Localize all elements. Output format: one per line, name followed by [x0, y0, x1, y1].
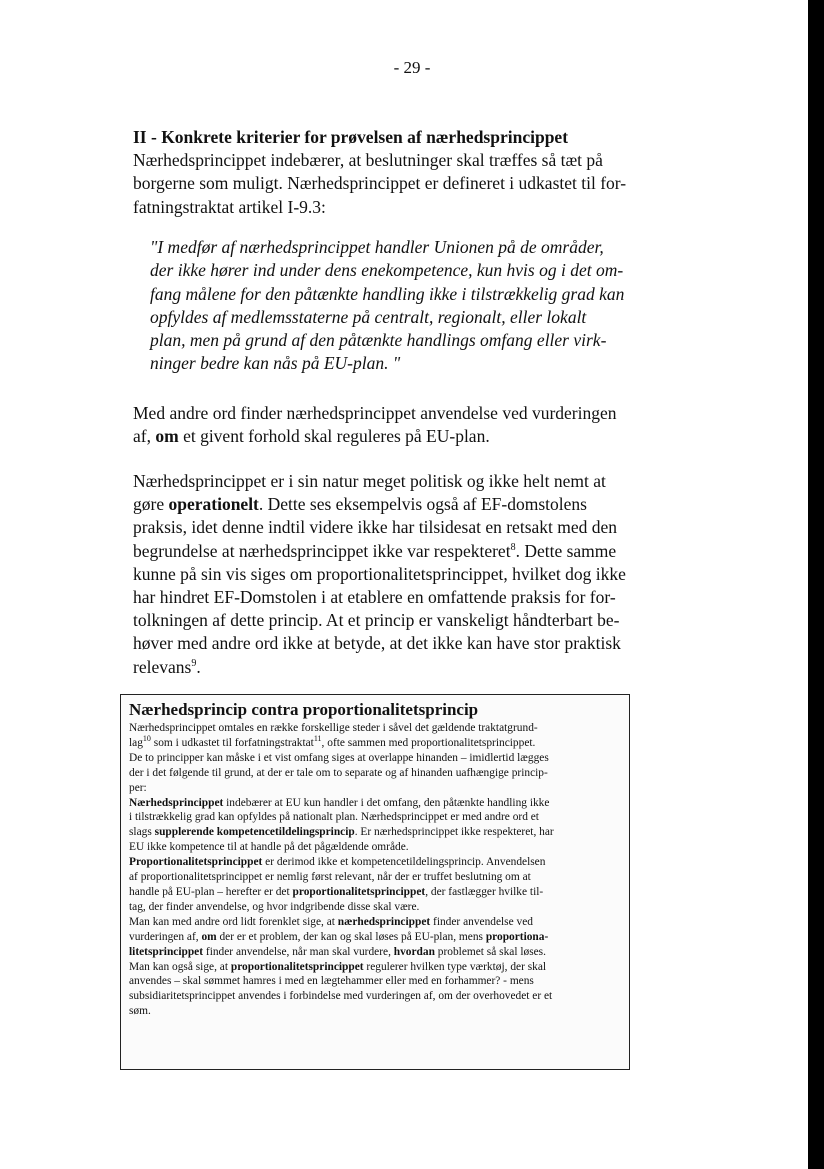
quote-line: plan, men på grund af den påtænkte handlings omfang eller virk- [150, 330, 607, 351]
quote-line: opfyldes af medlemsstaterne på centralt, regionalt, eller lokalt [150, 306, 587, 327]
text-run: handle på EU-plan – herefter er det [129, 885, 293, 898]
box-line [129, 855, 623, 870]
box-line: EU ikke kompetence til at handle på det pågældende område. [129, 841, 409, 854]
para-line: tolkningen af dette princip. At et princip er vanskeligt håndterbart be- [133, 610, 620, 631]
intro-line: Nærhedsprincippet indebærer, at beslutninger skal træffes så tæt på [133, 150, 603, 171]
emphasis-text: om [201, 930, 217, 943]
emphasis-text: litetsprincippet [129, 945, 204, 958]
para-line: høver med andre ord ikke at betyde, at det ikke kan have stor praktisk [133, 633, 621, 654]
page-number: - 29 - [393, 58, 431, 77]
emphasis-text: proportionalitetsprincippet [292, 885, 426, 898]
para-line: Med andre ord finder nærhedsprincippet anvendelse ved vurderingen [133, 403, 617, 423]
text-run: . Dette ses eksempelvis også af EF-domstolens [258, 494, 587, 515]
text-run: som i udkastet til forfatningstraktat [150, 736, 314, 749]
para-line: kunne på sin vis siges om proportionalitetsprincippet, hvilket dog ikke [133, 563, 626, 584]
para-line: Nærhedsprincippet er i sin natur meget politisk og ikke helt nemt at [133, 471, 606, 491]
text-run: der er et problem, der kan og skal løses på EU-plan, mens [216, 930, 486, 943]
para-line [133, 656, 631, 679]
quote-line: fang målene for den påtænkte handling ikke i tilstrækkelig grad kan [150, 283, 625, 304]
box-line: Nærhedsprincippet omtales en række forskellige steder i såvel det gældende traktatgrund- [129, 722, 538, 734]
paragraph-1 [133, 402, 631, 448]
section-heading: II - Konkrete kriterier for prøvelsen af nærhedsprincippet [133, 127, 569, 147]
box-line: tag, der finder anvendelse, og hvor indgribende disse skal være. [129, 900, 420, 913]
box-line [129, 885, 623, 900]
text-run: regulerer hvilken type værktøj, der skal [363, 960, 547, 973]
intro-line: fatningstraktat artikel I-9.3: [133, 196, 326, 217]
footnote-ref: 11 [313, 734, 322, 744]
text-run: . Er nærhedsprincippet ikke respekteret, har [354, 826, 554, 839]
section-intro [133, 126, 631, 219]
text-run: finder anvendelse, når man skal vurdere, [203, 945, 394, 958]
para-line [133, 493, 631, 516]
info-box-title: Nærhedsprincip contra proportionalitetsprincip [129, 700, 479, 719]
box-line: der i det følgende til grund, at der er tale om to separate og af hinanden uafhængige princip- [129, 766, 548, 779]
text-run: . [196, 656, 201, 677]
para-line: praksis, idet denne indtil videre ikke har tilsidesat en retsakt med den [133, 517, 618, 538]
emphasis-text: hvordan [393, 945, 435, 958]
footnote-ref: 8 [510, 541, 516, 553]
text-run: af, [133, 426, 156, 447]
text-run: , ofte sammen med proportionalitetsprincippet. [321, 736, 536, 749]
text-run: . Dette samme [515, 540, 617, 561]
text-run: vurderingen af, [129, 930, 202, 943]
text-run: gøre [133, 494, 169, 515]
quote-line: ninger bedre kan nås på EU-plan. " [150, 353, 401, 374]
emphasis-text: supplerende kompetencetildelingsprincip [154, 826, 355, 839]
text-run: Man kan også sige, at [129, 960, 231, 973]
box-line: i tilstrækkelig grad kan opfyldes på nationalt plan. Nærhedsprincippet er med andre ord et [129, 811, 539, 824]
footnote-ref: 10 [142, 734, 151, 744]
box-line: søm. [129, 1005, 151, 1018]
emphasis-text: om [155, 426, 179, 447]
emphasis-text: proportiona- [485, 930, 549, 943]
text-run: indebærer at EU kun handler i det omfang, den påtænkte handling ikke [223, 796, 550, 809]
box-line [129, 960, 623, 975]
box-line [129, 915, 623, 930]
emphasis-text: Nærhedsprincippet [129, 796, 224, 809]
page-edge-shadow [808, 0, 824, 1169]
emphasis-text: nærhedsprincippet [337, 915, 431, 928]
box-line [129, 945, 623, 960]
info-box [120, 694, 630, 1070]
emphasis-text: Proportionalitetsprincippet [129, 856, 263, 869]
quote-line: "I medfør af nærhedsprincippet handler Unionen på de områder, [150, 237, 604, 257]
footnote-ref: 9 [191, 657, 197, 669]
para-line [133, 425, 631, 448]
text-run: lag [129, 736, 143, 749]
text-run: slags [129, 826, 155, 839]
text-run: , der fastlægger hvilke til- [425, 885, 544, 898]
emphasis-text: proportionalitetsprincippet [230, 960, 364, 973]
box-line [129, 930, 623, 945]
quote-line: der ikke hører ind under dens enekompetence, kun hvis og i det om- [150, 260, 624, 281]
paragraph-2 [133, 470, 631, 679]
box-line: subsidiaritetsprincippet anvendes i forbindelse med vurderingen af, om der overhovedet er et [129, 990, 553, 1003]
text-run: er derimod ikke et kompetencetildelingsprincip. Anvendelsen [262, 856, 546, 869]
text-run: relevans [133, 656, 192, 677]
para-line [133, 540, 631, 563]
box-line [129, 796, 623, 811]
box-line: De to principper kan måske i et vist omfang siges at overlappe hinanden – imidlertid lægges [129, 751, 549, 764]
box-line: per: [129, 781, 147, 794]
box-line [129, 736, 623, 751]
text-run: et givent forhold skal reguleres på EU-plan. [178, 426, 490, 447]
emphasis-text: operationelt [168, 494, 259, 515]
text-run: problemet så skal løses. [434, 945, 546, 958]
treaty-quote [150, 236, 635, 376]
intro-line: borgerne som muligt. Nærhedsprincippet er defineret i udkastet til for- [133, 173, 627, 194]
box-line: anvendes – skal sømmet hamres i med en lægtehammer eller med en forhammer? - mens [129, 975, 534, 988]
text-run: Man kan med andre ord lidt forenklet sige, at [129, 915, 338, 928]
box-line [129, 825, 623, 840]
box-line: af proportionalitetsprincippet er nemlig først relevant, når der er truffet beslutning om at [129, 871, 531, 884]
para-line: har hindret EF-Domstolen i at etablere en omfattende praksis for for- [133, 587, 616, 608]
text-run: finder anvendelse ved [430, 915, 533, 928]
text-run: begrundelse at nærhedsprincippet ikke var respekteret [133, 540, 511, 561]
